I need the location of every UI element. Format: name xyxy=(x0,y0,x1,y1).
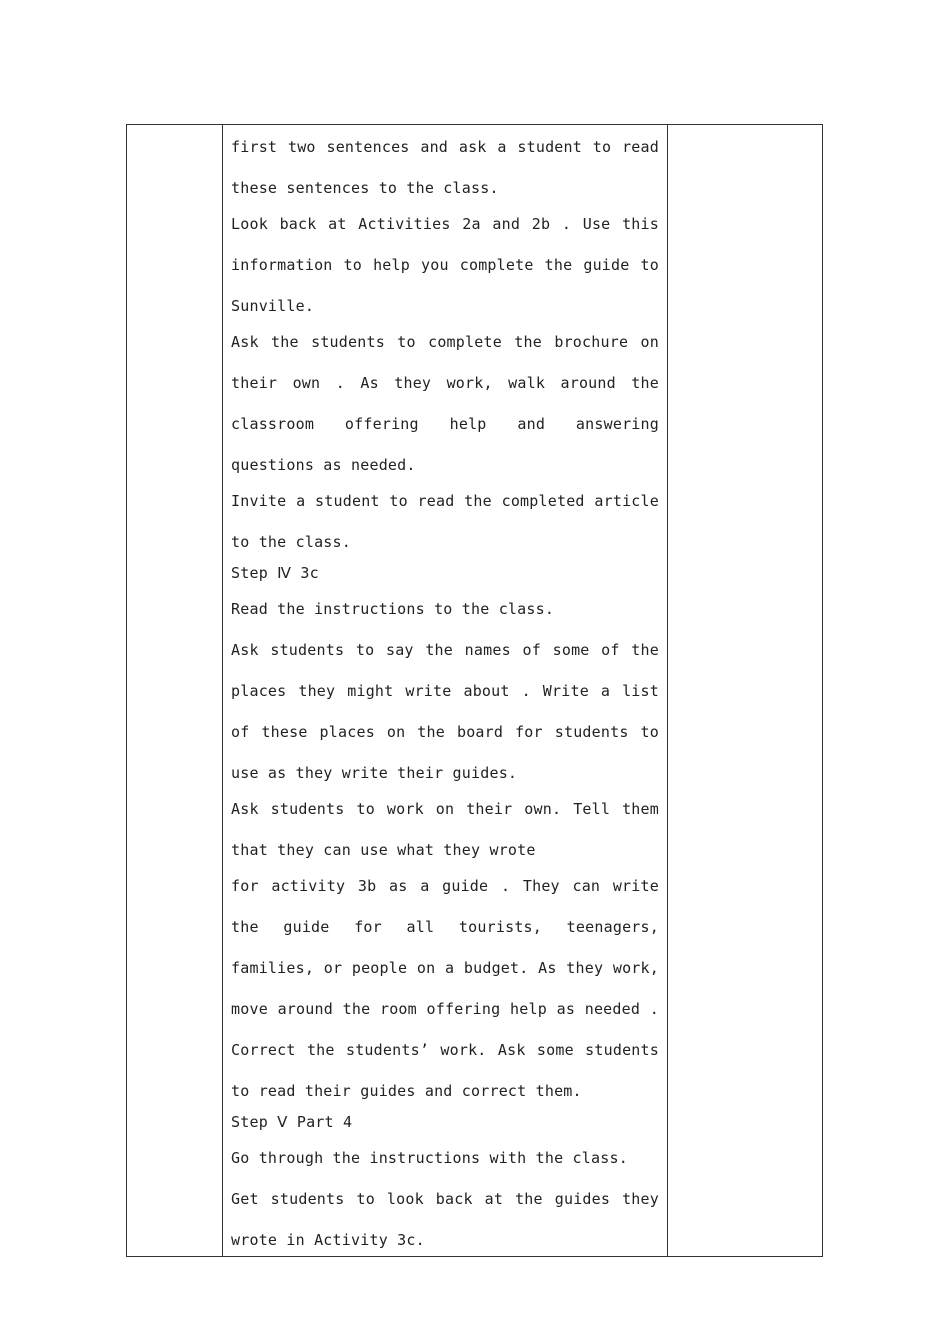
paragraph-complete-brochure: Ask the students to complete the brochure on their own . As they work, walk around the classroom offering help and answering questions as needed. xyxy=(231,333,659,474)
procedure-cell xyxy=(223,125,668,1257)
paragraph-work-own: Ask students to work on their own. Tell them that they can use what they wrote xyxy=(231,800,659,859)
paragraph-say-places: Ask students to say the names of some of the places they might write about . Write a list of these places on the board for students to use as they write their guides. xyxy=(231,641,659,782)
paragraph-go-through: Go through the instructions with the class. xyxy=(231,1149,628,1167)
paragraph-intro-continued: first two sentences and ask a student to read these sentences to the class. xyxy=(231,138,659,197)
step-5-heading: Step Ⅴ Part 4 xyxy=(231,1113,353,1131)
paragraph-read-instructions: Read the instructions to the class. xyxy=(231,600,555,618)
step-4-heading: Step Ⅳ 3c xyxy=(231,564,319,582)
table-row xyxy=(127,125,823,1257)
paragraph-look-back-guides: Get students to look back at the guides they wrote in Activity 3c. xyxy=(231,1190,659,1249)
paragraph-activity-3b: for activity 3b as a guide . They can write the guide for all tourists, teenagers, families, or people on a budget. As they work, move around the room offering help as needed . Correct the students’ work. Ask some students to read their guides and correct them. xyxy=(231,877,659,1100)
paragraph-look-back: Look back at Activities 2a and 2b . Use this information to help you complete the guide to Sunville. xyxy=(231,215,659,315)
procedure-content xyxy=(223,125,667,1261)
paragraph-invite-student: Invite a student to read the completed article to the class. xyxy=(231,492,659,551)
lesson-plan-table xyxy=(126,124,823,1257)
left-column-cell xyxy=(127,125,223,1257)
right-column-cell xyxy=(668,125,823,1257)
